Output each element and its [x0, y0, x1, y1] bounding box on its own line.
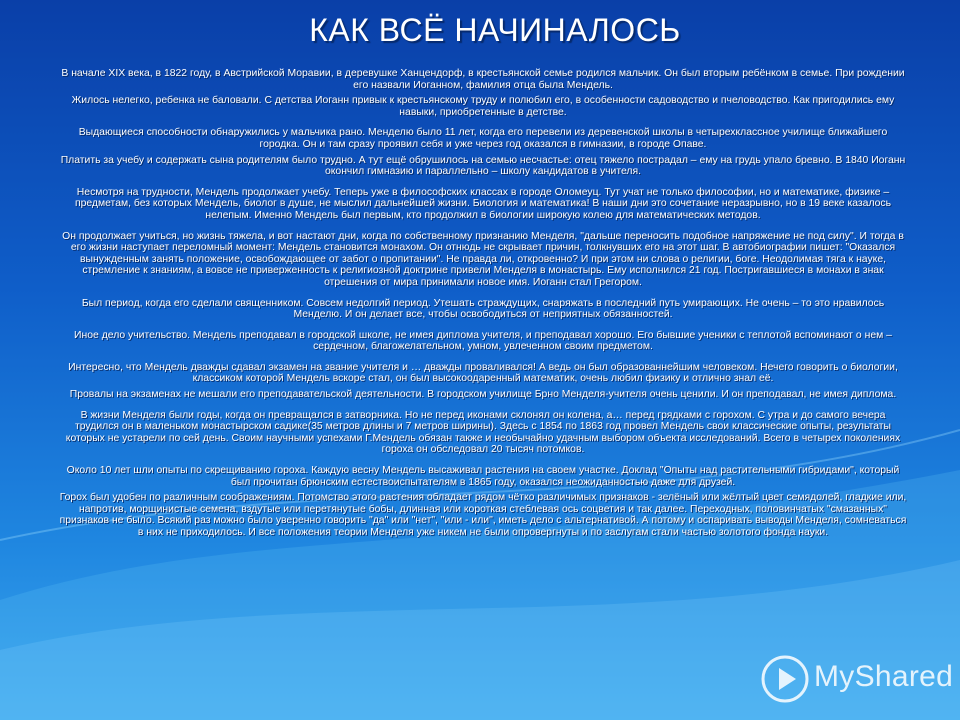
- paragraph-experiments: В жизни Менделя были годы, когда он превращался в затворника. Но не перед иконами склонял он колена, а… перед грядками с горохом. С утра и до самого вечера трудился он в маленьком монастырском садике(35 метров длины и 7 метров ширины). Здесь с 1854 по 1863 год провел Мендель свои классические опыты, результаты которых не устарели по сей день. Своим научными успехами Г.Мендель обязан также и необычайно удачным выбором объекта исследований. Всего в четырех поколениях гороха он обследовал 20 тысяч потомков.: [65, 409, 901, 456]
- paragraph-peas: Горох был удобен по различным соображениям. Потомство этого растения обладает рядом чётко различимых признаков - зелёный или жёлтый цвет семядолей, гладкие или, напротив, морщинистые семена, вздутые или перетянутые бобы, длинная или короткая стеблевая ось соцветия и так далее. Переходных, половинчатых "смазанных" признаков не было. Всякий раз можно было уверенно говорить "да" или "нет", "или - или", иметь дело с альтернативой. А потому и оспаривать выводы Менделя, сомневаться в них не приходилось. И все положения теории Менделя уже никем не были опровергнуты и по заслугам стали частью золотого фонда науки.: [59, 492, 907, 538]
- paragraph-teaching: Иное дело учительство. Мендель преподавал в городской школе, не имея диплома учителя, и преподавал хорошо. Его бывшие ученики с теплотой вспоминают о нем – сердечном, благожелательном, умном, увлеченном своим предметом.: [74, 329, 892, 353]
- paragraph-report: Около 10 лет шли опыты по скрещиванию гороха. Каждую весну Мендель высаживал растения на своем участке. Доклад "Опыты над растительными гибридами", который был прочитан брюнским естествоиспытателям в 1865 году, оказался неожиданностью даже для друзей.: [66, 465, 900, 488]
- paragraph-childhood: Жилось нелегко, ребенка не баловали. С детства Иоганн привык к крестьянскому труду и полюбил его, в особенности садоводство и пчеловодство. Как пригодились ему навыки, приобретенные в детстве.: [71, 95, 895, 118]
- paragraph-birth: В начале XIX века, в 1822 году, в Австрийской Моравии, в деревушке Ханцендорф, в крестьянской семье родился мальчик. Он был вторым ребёнком в семье. При рождении его назвали Иоганном, фамилия отца была Мендель.: [61, 68, 905, 91]
- paragraph-hardship: Платить за учебу и содержать сына родителям было трудно. А тут ещё обрушилось на семью несчастье: отец тяжело пострадал – ему на грудь упало бревно. В 1840 Иоганн окончил гимназию и параллельно – школу кандидатов в учителя.: [60, 154, 906, 178]
- slide-title: КАК ВСЁ НАЧИНАЛОСЬ: [309, 12, 681, 48]
- paragraph-priest: Был период, когда его сделали священником. Совсем недолгий период. Утешать страждущих, снаряжать в последний путь умирающих. Не очень – то это нравилось Менделю. И он делает все, чтобы освободиться от неприятных обязанностей.: [81, 297, 885, 321]
- paragraph-monk: Он продолжает учиться, но жизнь тяжела, и вот настают дни, когда по собственному признанию Менделя, "дальше переносить подобное напряжение не под силу". И тогда в его жизни наступает переломный момент: Мендель становится монахом. Он отнюдь не скрывает причин, толкнувших его на этот шаг. В автобиографии пишет: "Оказался вынужденным занять положение, освобождающее от забот о пропитании". Не правда ли, откровенно? И при этом ни слова о религии, боге. Неодолимая тяга к науке, стремление к знаниям, а вовсе не приверженность к религиозной доктрине привели Менделя в монастырь. Ему исполнился 21 год. Постригавшиеся в монахи в знак отрешения от мира принимали новое имя. Иоганн стал Грегором.: [62, 230, 904, 288]
- slide-body: [58, 68, 908, 548]
- watermark-logo: [760, 652, 960, 708]
- paragraph-philosophy: Несмотря на трудности, Мендель продолжает учебу. Теперь уже в философских классах в городе Оломеуц. Тут учат не только философии, но и математике, физике – предметам, без которых Мендель, биолог в душе, не мыслил дальнейшей жизни. Биология и математика! В наши дни это сочетание неразрывно, но в 19 веке казалось нелепым. Именно Мендель был первым, кто продолжил в биологии широкую колею для математических методов.: [74, 186, 892, 221]
- play-triangle-icon: [760, 654, 810, 704]
- paragraph-diploma: Провалы на экзаменах не мешали его преподавательской деятельности. В городском училище Брно Менделя-учителя очень ценили. И он преподавал, не имея диплома.: [69, 389, 897, 401]
- paragraph-abilities: Выдающиеся способности обнаружились у мальчика рано. Менделю было 11 лет, когда его перевели из деревенской школы в четырехклассное училище ближайшего городка. Он и там сразу проявил себя и уже через год оказался в гимназии, в городе Опаве.: [78, 127, 888, 150]
- paragraph-exams: Интересно, что Мендель дважды сдавал экзамен на звание учителя и … дважды проваливался! А ведь он был образованнейшим человеком. Нечего говорить о биологии, классиком которой Мендель вскоре стал, он был высокоодаренный математик, очень любил физику и отлично знал её.: [68, 361, 898, 385]
- watermark-text: MyShared: [814, 660, 954, 693]
